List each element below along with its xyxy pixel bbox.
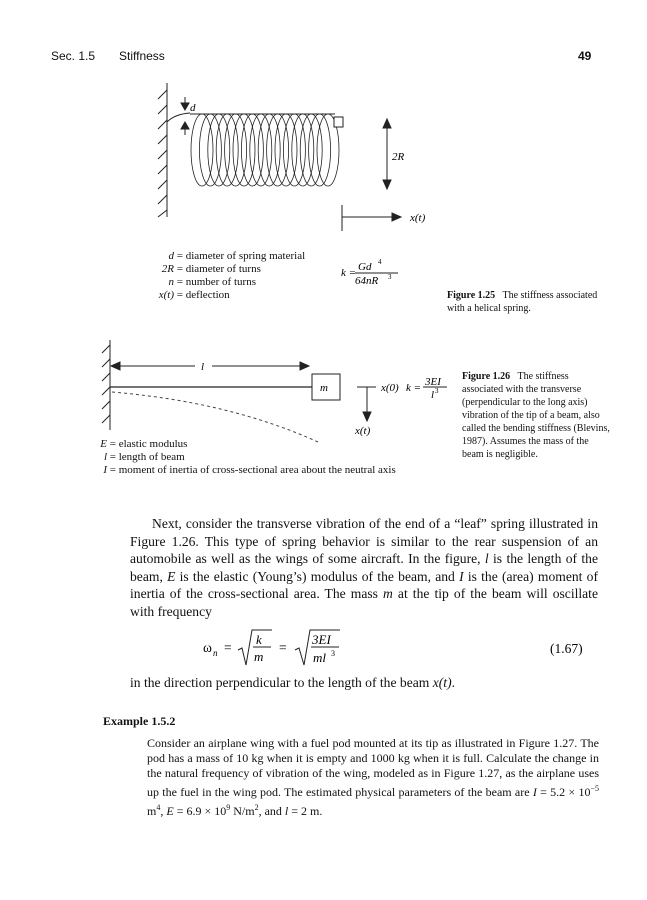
legend-1-25 xyxy=(118,250,305,302)
formula-1-25-num-exp: 4 xyxy=(378,258,382,266)
eq-frac2-num: 3EI xyxy=(312,632,331,647)
formula-1-26-den-exp: 3 xyxy=(435,387,439,395)
label-x-t-1-25: x(t) xyxy=(410,212,426,224)
spring-coil xyxy=(258,114,280,186)
spring-coil xyxy=(233,114,255,186)
body-paragraph: Next, consider the transverse vibration of the end of a “leaf” spring illustrated in Figure 1.26. This type of spring behavior is similar to the rear suspension of an automobile as well as the wings of some aircraft. In the figure, l is the length of the beam, E is the elastic (Young’s) modulus of the beam, and I is the (area) moment of inertia of the cross-sectional area. The mass m at the tip of the beam will oscillate with frequency xyxy=(130,516,599,619)
formula-1-26-den: l xyxy=(431,389,435,401)
formula-1-26-num: 3EI xyxy=(425,376,441,388)
spring-coil xyxy=(225,114,247,186)
equation-1-67 xyxy=(200,625,600,670)
header-title: Stiffness xyxy=(119,49,165,63)
formula-1-25-num: Gd xyxy=(358,261,372,273)
header-section: Sec. 1.5 xyxy=(51,49,96,63)
displacement-arrow-1-25 xyxy=(342,205,401,231)
caption-1-26: Figure 1.26 The stiffness associated with the transverse (perpendicular to the long axis) vibration of the tip of a beam, also called the bending stiffness (Blevins, 1987). Assumes the mass of the beam is negligible. xyxy=(462,371,610,460)
figure-1-25-drawing xyxy=(0,0,647,320)
label-x-t-1-26: x(t) xyxy=(355,425,371,437)
legend-row: d = diameter of spring material xyxy=(168,250,306,262)
spring-coil xyxy=(300,114,322,186)
spring-end-block xyxy=(334,117,343,127)
dimension-2R-arrow xyxy=(383,119,391,189)
legend-row: n = number of turns xyxy=(168,276,256,288)
eq-frac1-num: k xyxy=(256,632,262,647)
spring-coil xyxy=(275,114,297,186)
eq-omega: ω xyxy=(203,640,212,655)
legend-1-26 xyxy=(95,438,396,477)
spring-coils xyxy=(191,114,339,186)
spring-coil xyxy=(191,114,213,186)
body-continuation: in the direction perpendicular to the length of the beam x(t). xyxy=(130,675,456,690)
label-d: d xyxy=(190,102,196,114)
displacement-arrow-1-26 xyxy=(357,387,376,421)
example-title: Example 1.5.2 xyxy=(103,714,176,728)
spring-coil xyxy=(208,114,230,186)
eq-number: (1.67) xyxy=(550,641,583,656)
page-number: 49 xyxy=(578,49,592,63)
caption-1-25: Figure 1.25 The stiffness associated with a helical spring. xyxy=(447,290,598,314)
legend-row: l = length of beam xyxy=(103,451,185,463)
legend-row: 2R = diameter of turns xyxy=(161,263,261,275)
legend-row: x(t) = deflection xyxy=(158,289,230,301)
formula-1-25-lhs: k = xyxy=(341,267,357,279)
dimension-d-arrows xyxy=(181,97,189,135)
spring-coil xyxy=(250,114,272,186)
eq-equals-2: = xyxy=(279,640,287,655)
eq-omega-sub: n xyxy=(213,648,218,658)
eq-frac1-den: m xyxy=(254,649,264,664)
legend-row: E = elastic modulus xyxy=(100,438,188,450)
label-l: l xyxy=(201,361,205,373)
example-text: Consider an airplane wing with a fuel pod mounted at its tip as illustrated in Figure 1.27. The pod has a mass of 10 kg when it is empty and 1000 kg when it is full. Calculate the change in the natural frequency of vibration of the wing, modeled as in Figure 1.27, as the airplane uses up the fuel in the wing pod. The estimated physical parameters of the beam are $I = 5.2 \times 10^{-5}$ $m^4$, $E = 6.9 \times 10^9$ $N/m^2$, and l = 2 m. xyxy=(147,736,599,818)
dimension-l-arrow xyxy=(111,362,309,370)
spring-coil xyxy=(199,114,221,186)
formula-1-26-lhs: k = xyxy=(406,382,422,394)
label-m: m xyxy=(320,382,328,394)
formula-1-25-den: 64nR xyxy=(355,275,379,287)
eq-frac2-den-exp: 3 xyxy=(331,649,335,658)
deflected-beam-dashed xyxy=(112,392,318,442)
label-x-0: x(0) xyxy=(381,382,399,394)
spring-wire-lead xyxy=(167,113,190,122)
wall-1-26 xyxy=(102,340,110,430)
formula-1-25-den-exp: 3 xyxy=(388,273,392,281)
spring-coil xyxy=(241,114,263,186)
label-2R: 2R xyxy=(392,151,405,163)
eq-equals-1: = xyxy=(224,640,232,655)
wall-1-25 xyxy=(158,83,167,217)
spring-coil xyxy=(283,114,305,186)
spring-coil xyxy=(216,114,238,186)
spring-coil xyxy=(309,114,331,186)
legend-row: I = moment of inertia of cross-sectional area about the neutral axis xyxy=(103,464,396,476)
eq-frac2-den: ml xyxy=(313,650,326,665)
spring-coil xyxy=(292,114,314,186)
spring-coil xyxy=(267,114,289,186)
